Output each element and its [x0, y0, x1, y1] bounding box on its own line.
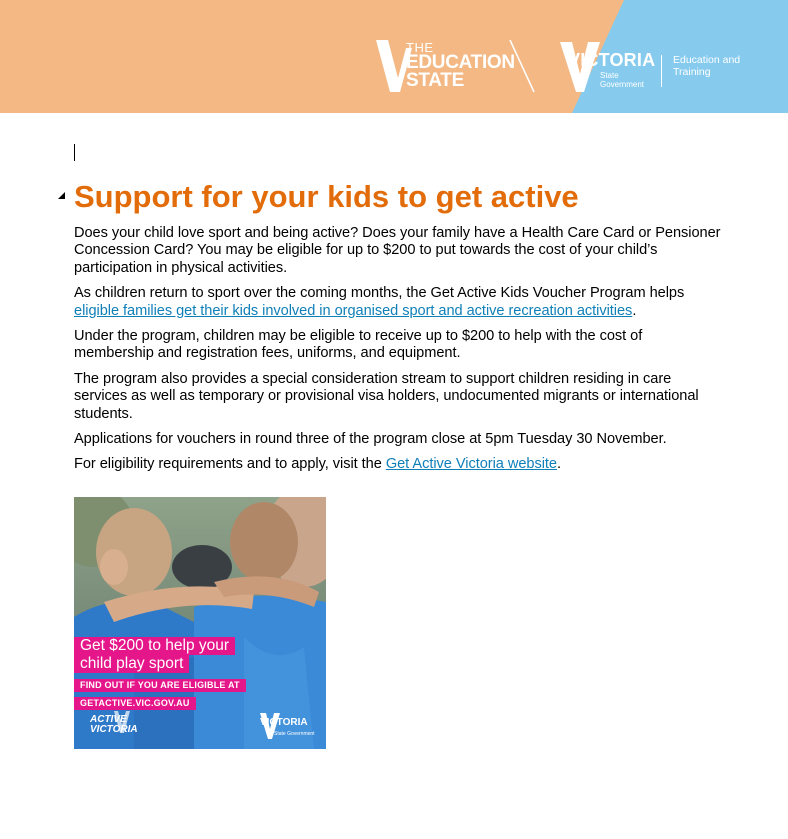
victoria-wordmark: VICTORIA: [568, 50, 656, 70]
promo-sub-line2: GETACTIVE.VIC.GOV.AU: [74, 697, 196, 710]
logo-divider: [661, 55, 662, 87]
paragraph-apply-prefix: For eligibility requirements and to apply, visit the: [74, 456, 386, 473]
get-active-logo-line2: VICTORIA: [90, 724, 138, 735]
education-state-logo: [376, 38, 536, 94]
paragraph-program-details: Under the program, children may be eligible to receive up to $200 to help with the cost of membership and registration fees, uniforms, and equipment.: [74, 328, 643, 362]
paragraph-apply: [74, 456, 724, 473]
paragraph-eligibility-intro: Does your child love sport and being active? Does your family have a Health Care Card or Pensioner Concession Card? You may be eligible for up to $200 to put towards the cost of your child’s participation in physical activities.: [74, 225, 721, 276]
header-banner: [0, 0, 788, 113]
edu-logo-line1: THE: [406, 40, 434, 55]
promo-headline: [74, 637, 235, 673]
paragraph-program-suffix: .: [632, 302, 637, 319]
get-active-logo-line1: ACTIVE: [90, 714, 127, 725]
paragraph-deadline: Applications for vouchers in round three of the program close at 5pm Tuesday 30 November.: [74, 431, 667, 448]
promo-victoria-subtext: State Government: [274, 731, 315, 737]
edu-logo-line2: EDUCATION: [406, 52, 515, 73]
promo-photo-kids: [74, 497, 326, 749]
victoria-subtext: State Government: [600, 71, 645, 89]
get-active-victoria-logo: [90, 715, 138, 735]
promo-victoria-logo: VICTORIA: [260, 717, 308, 728]
promo-headline-line1: Get $200 to help your: [74, 637, 235, 655]
paragraph-program-intro: [74, 285, 724, 320]
promo-headline-line2: child play sport: [74, 655, 189, 673]
promo-sub-line1: FIND OUT IF YOU ARE ELIGIBLE AT: [74, 679, 246, 692]
get-active-promo-image[interactable]: [74, 497, 326, 749]
collapse-heading-icon[interactable]: [58, 192, 65, 199]
article-body: [74, 178, 724, 482]
paragraph-apply-suffix: .: [556, 456, 561, 473]
paragraph-program-prefix: As children return to sport over the coming months, the Get Active Kids Voucher Program helps: [74, 285, 685, 302]
department-name: Education and Training: [673, 54, 741, 78]
edu-logo-line3: STATE: [406, 70, 464, 91]
text-cursor: [74, 144, 75, 161]
promo-subtext: [74, 675, 246, 711]
victoria-government-logo: [558, 40, 668, 94]
paragraph-special-stream: The program also provides a special consideration stream to support children residing in care services as well as temporary or provisional visa holders, undocumented migrants or international students.: [74, 370, 699, 422]
article-title: Support for your kids to get active: [74, 179, 579, 214]
eligible-families-link[interactable]: eligible families get their kids involved in organised sport and active recreation activities: [74, 302, 633, 319]
get-active-victoria-link[interactable]: Get Active Victoria website: [385, 456, 557, 473]
